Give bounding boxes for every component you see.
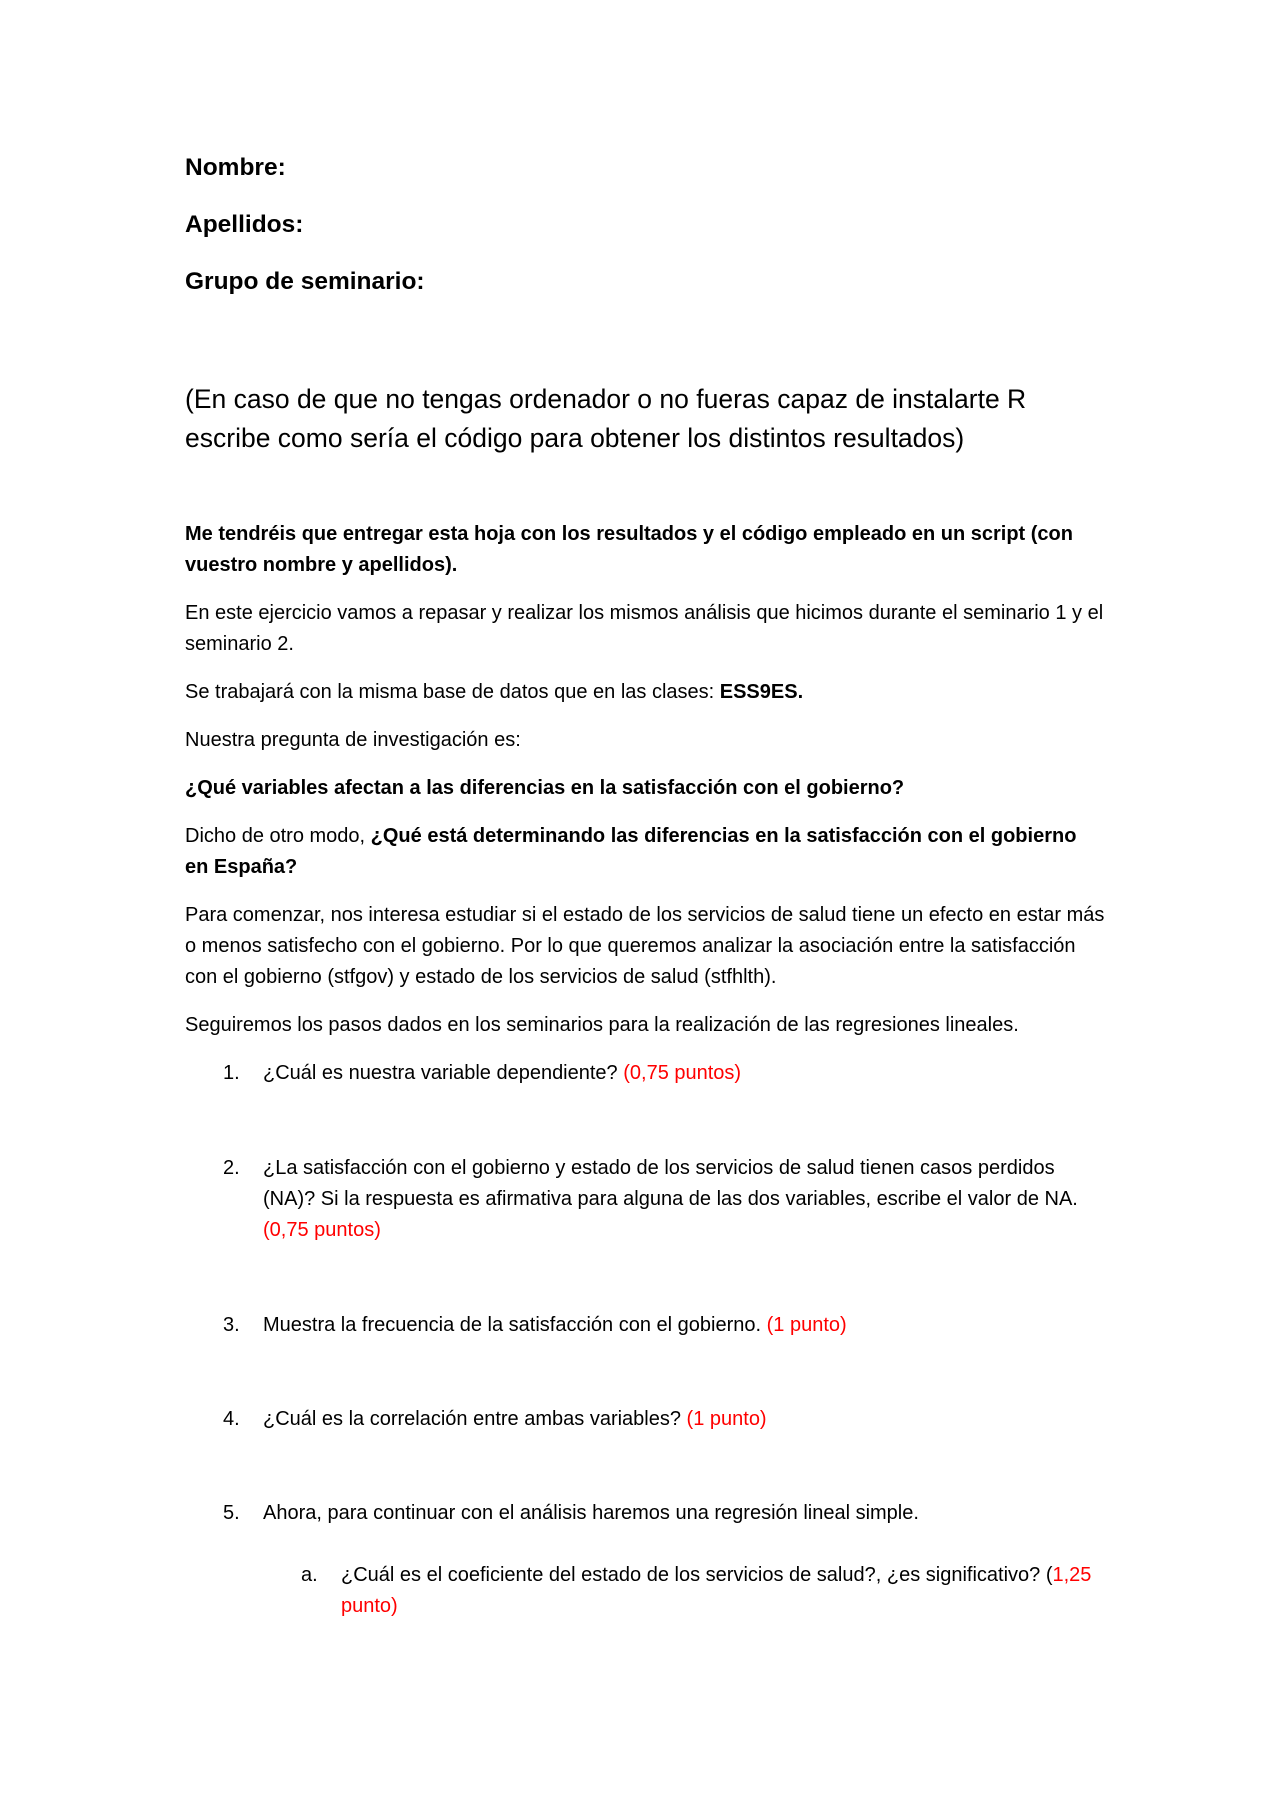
instructions-note: (En caso de que no tengas ordenador o no fueras capaz de instalarte R escribe como sería el código para obtener los distintos resultados) (185, 384, 1027, 453)
question-number: 3. (223, 1314, 240, 1336)
question-points: (0,75 puntos) (263, 1219, 381, 1241)
questions-list (185, 1058, 1105, 1622)
question-number: 5. (223, 1502, 240, 1524)
document-content (185, 152, 1105, 1622)
question-text: Muestra la frecuencia de la satisfacción con el gobierno. (263, 1314, 767, 1336)
steps-paragraph: Seguiremos los pasos dados en los seminarios para la realización de las regresiones lineales. (185, 1014, 1019, 1036)
restated-prefix: Dicho de otro modo, (185, 825, 371, 847)
subquestion-item (263, 1560, 1105, 1622)
question-number: 4. (223, 1408, 240, 1430)
subquestion-points: 1,25 punto) (341, 1564, 1092, 1617)
question-text: Ahora, para continuar con el análisis haremos una regresión lineal simple. (263, 1502, 919, 1524)
question-item (185, 1153, 1105, 1246)
question-points: (1 punto) (766, 1314, 847, 1336)
dataset-name: ESS9ES. (719, 681, 804, 703)
exercise-description: En este ejercicio vamos a repasar y realizar los mismos análisis que hicimos durante el seminario 1 y el seminario 2. (185, 602, 1104, 655)
question-text: ¿Cuál es la correlación entre ambas variables? (263, 1408, 687, 1430)
question-points: (1 punto) (686, 1408, 767, 1430)
study-context: Para comenzar, nos interesa estudiar si el estado de los servicios de salud tiene un efecto en estar más o menos satisfecho con el gobierno. Por lo que queremos analizar la asociación entre la satisfacción con el gobierno (stfgov) y estado de los servicios de salud (stfhlth). (185, 904, 1105, 988)
question-number: 2. (223, 1157, 240, 1179)
question-number: 1. (223, 1062, 240, 1084)
dataset-prefix: Se trabajará con la misma base de datos que en las clases: (185, 681, 720, 703)
restated-question: ¿Qué está determinando las diferencias en la satisfacción con el gobierno en España? (185, 825, 1077, 878)
research-question-label: Nuestra pregunta de investigación es: (185, 729, 521, 751)
delivery-instructions: Me tendréis que entregar esta hoja con los resultados y el código empleado en un script (con vuestro nombre y apellidos). (185, 523, 1073, 576)
question-item (185, 1498, 1105, 1622)
field-nombre-label: Nombre: (185, 154, 286, 181)
subquestion-text: ¿Cuál es el coeficiente del estado de los servicios de salud?, ¿es significativo? ( (341, 1564, 1053, 1586)
subquestion-letter: a. (301, 1564, 318, 1586)
field-grupo-label: Grupo de seminario: (185, 268, 425, 295)
research-question: ¿Qué variables afectan a las diferencias en la satisfacción con el gobierno? (185, 777, 905, 799)
subquestions-list (263, 1560, 1105, 1622)
question-text: ¿Cuál es nuestra variable dependiente? (263, 1062, 624, 1084)
question-points: (0,75 puntos) (623, 1062, 742, 1084)
dataset-paragraph (185, 677, 1105, 708)
field-apellidos-label: Apellidos: (185, 211, 304, 238)
question-text: ¿La satisfacción con el gobierno y estado de los servicios de salud tienen casos perdidos (NA)? Si la respuesta es afirmativa para alguna de las dos variables, escribe el valor de NA. (263, 1157, 1078, 1210)
question-item (185, 1404, 1105, 1435)
question-item (185, 1310, 1105, 1341)
restated-question-paragraph (185, 821, 1105, 883)
question-item (185, 1058, 1105, 1089)
